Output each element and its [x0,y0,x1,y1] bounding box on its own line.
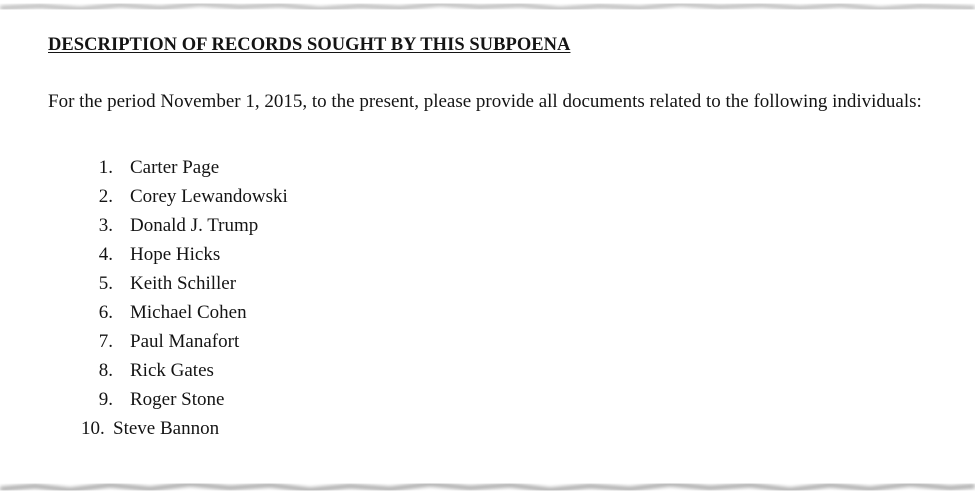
list-name: Michael Cohen [130,302,247,323]
list-item [48,385,958,414]
list-name: Paul Manafort [130,331,240,352]
list-number: 5. [98,273,113,294]
list-name: Keith Schiller [130,273,237,294]
section-heading: DESCRIPTION OF RECORDS SOUGHT BY THIS SUBPOENA [48,35,571,55]
individuals-list [48,153,958,443]
list-number: 4. [98,244,113,265]
list-number: 3. [98,215,113,236]
list-number: 9. [98,389,113,410]
list-item [48,153,958,182]
document-body [48,30,958,443]
list-item [48,298,958,327]
list-item [48,240,958,269]
list-item [48,211,958,240]
list-name: Donald J. Trump [130,215,259,236]
list-number: 1. [98,157,113,178]
list-number: 7. [98,331,113,352]
list-number: 10. [81,418,105,439]
top-torn-edge [0,4,975,9]
list-item [48,414,958,443]
list-item [48,269,958,298]
list-number: 6. [98,302,113,323]
list-item [48,356,958,385]
list-number: 2. [98,186,113,207]
list-name: Steve Bannon [113,418,220,439]
list-number: 8. [98,360,113,381]
list-name: Rick Gates [130,360,214,381]
list-item [48,327,958,356]
bottom-torn-edge [0,484,975,490]
list-name: Hope Hicks [130,244,221,265]
list-item [48,182,958,211]
list-name: Roger Stone [130,389,225,410]
intro-paragraph: For the period November 1, 2015, to the present, please provide all documents related to the following individuals: [48,91,922,112]
list-name: Corey Lewandowski [130,186,288,207]
list-name: Carter Page [130,157,220,178]
